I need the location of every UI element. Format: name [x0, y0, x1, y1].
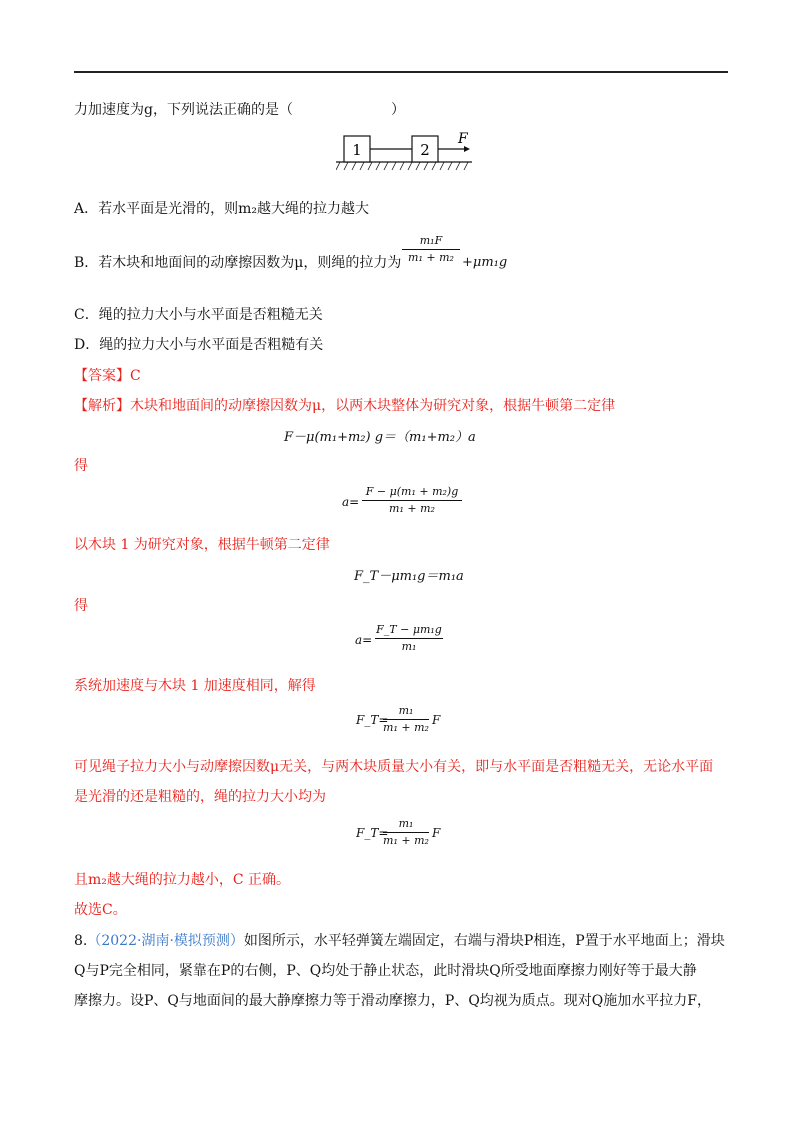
force-label: F	[458, 131, 468, 147]
option-c: C．绳的拉力大小与水平面是否粗糙无关	[74, 307, 323, 323]
equation-4-fraction	[375, 622, 443, 655]
option-b-denominator: m₁ + m₂	[408, 251, 454, 264]
analysis-title: 【解析】	[74, 398, 130, 414]
question-8-text: 如图所示，水平轻弹簧左端固定，右端与滑块P相连，P置于水平地面上；滑块	[243, 933, 725, 949]
equation-5-lhs: F_T=	[356, 713, 389, 727]
equation-2-fraction	[362, 484, 462, 517]
question-8-line-3: 摩擦力。设P、Q与地面间的最大静摩擦力等于滑动摩擦力，P、Q均视为质点。现对Q施加水平拉力F，	[74, 993, 711, 1009]
text-block-3b: 是光滑的还是粗糙的，绳的拉力大小均为	[74, 789, 326, 805]
analysis-line	[74, 396, 615, 416]
equation-6-rhs: F	[432, 826, 441, 840]
equation-5-rhs: F	[432, 713, 441, 727]
text-block-2: 系统加速度与木块 1 加速度相同，解得	[74, 678, 316, 694]
ground-hatching	[336, 162, 468, 170]
equation-2-denominator: m₁ + m₂	[389, 502, 435, 515]
option-b-tail: +μm₁g	[462, 255, 508, 270]
equation-5-denominator: m₁ + m₂	[383, 721, 429, 734]
equation-6-denominator: m₁ + m₂	[383, 834, 429, 847]
equation-6-numerator: m₁	[398, 817, 414, 830]
option-b-numerator: m₁F	[419, 234, 443, 247]
text-block-1: 以木块 1 为研究对象，根据牛顿第二定律	[74, 537, 330, 553]
equation-4-numerator: F_T − μm₁g	[376, 623, 442, 636]
equation-4-lhs: a=	[355, 633, 373, 647]
equation-5-fraction	[383, 703, 429, 736]
equation-1: F－μ(m₁+m₂) g＝（m₁+m₂）a	[284, 430, 476, 445]
equation-6-fraction	[383, 816, 429, 849]
derive-1: 得	[74, 458, 88, 474]
equation-5-numerator: m₁	[398, 704, 414, 717]
text-block-3a: 可见绳子拉力大小与动摩擦因数μ无关，与两木块质量大小有关，即与水平面是否粗糙无关，无论水平面	[74, 759, 714, 775]
option-d: D．绳的拉力大小与水平面是否粗糙有关	[74, 337, 324, 353]
question-8-line-2: Q与P完全相同，紧靠在P的右侧，P、Q均处于静止状态，此时滑块Q所受地面摩擦力刚好等于最大静	[74, 963, 697, 979]
option-a: A．若水平面是光滑的，则m₂越大绳的拉力越大	[74, 201, 369, 217]
text-block-4: 且m₂越大绳的拉力越小，C 正确。	[74, 872, 291, 888]
question-8-line-1	[74, 931, 725, 951]
question-stem-end: 力加速度为g，下列说法正确的是（ ）	[74, 102, 405, 118]
derive-2: 得	[74, 598, 88, 614]
equation-6-lhs: F_T=	[356, 826, 389, 840]
blocks-figure	[336, 130, 476, 174]
question-8-number: 8.	[74, 933, 88, 949]
conclusion: 故选C。	[74, 902, 127, 918]
equation-3: F_T－μm₁g＝m₁a	[354, 569, 464, 584]
block-2-label: 2	[420, 141, 430, 159]
analysis-intro: 木块和地面间的动摩擦因数为μ，以两木块整体为研究对象，根据牛顿第二定律	[130, 398, 616, 414]
question-8-source: （2022·湖南·模拟预测）	[87, 933, 244, 949]
block-1-label: 1	[352, 141, 362, 159]
equation-2-numerator: F − μ(m₁ + m₂)g	[365, 485, 459, 498]
header-rule	[74, 71, 728, 73]
equation-4-denominator: m₁	[401, 640, 417, 653]
option-b-fraction	[402, 233, 460, 266]
answer-line: 【答案】C	[74, 368, 141, 384]
equation-2-lhs: a=	[342, 495, 360, 509]
option-b-text: B．若木块和地面间的动摩擦因数为μ，则绳的拉力为	[74, 255, 402, 271]
